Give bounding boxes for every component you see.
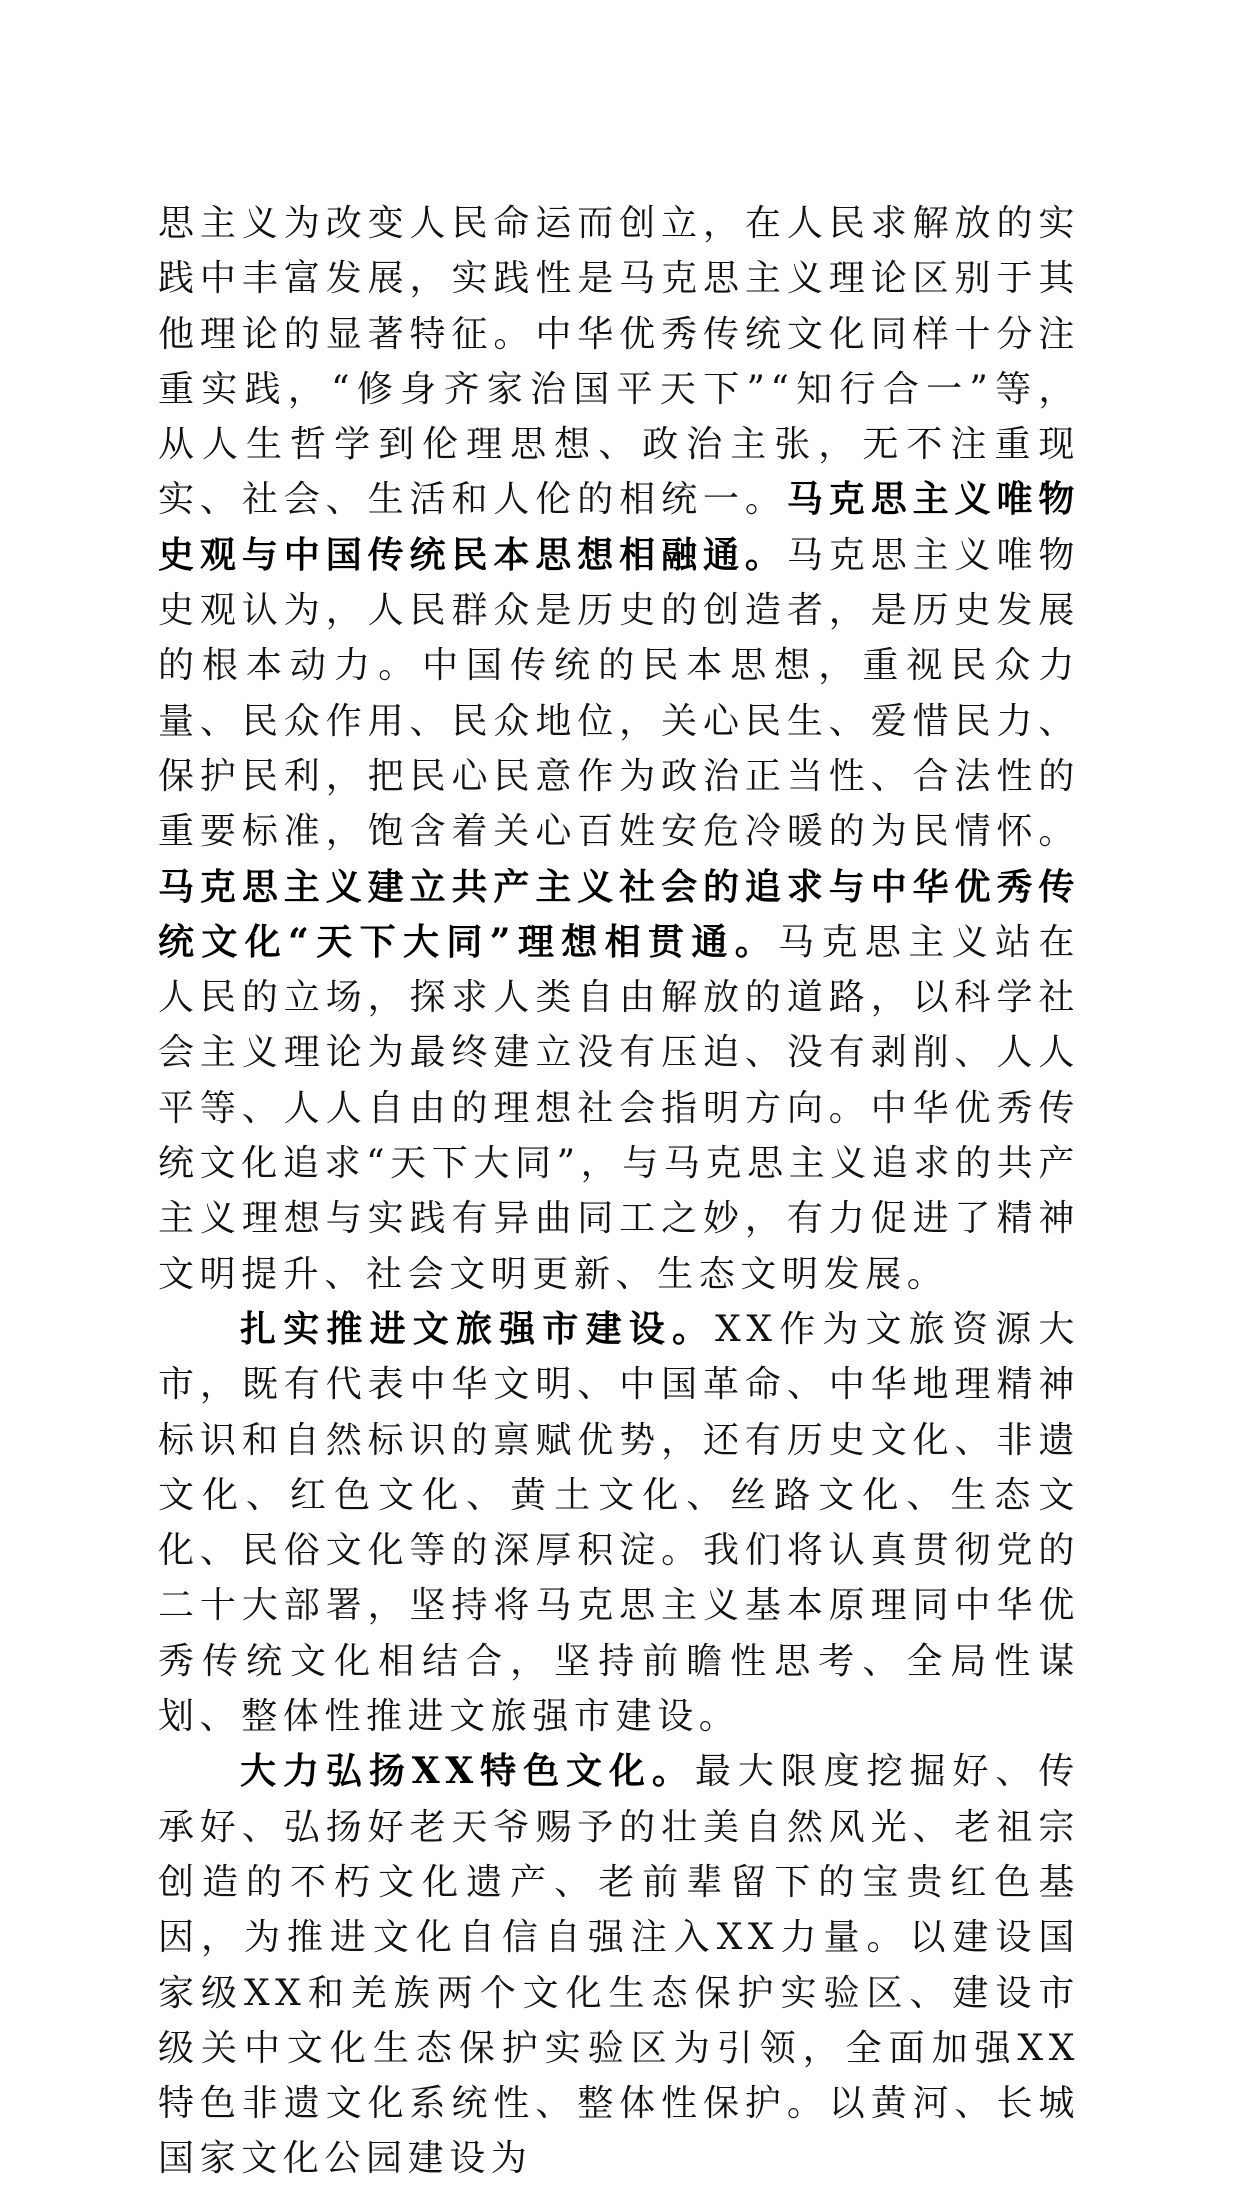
bold-heading-culture-tourism: 扎实推进文旅强市建设。 [240,1307,716,1350]
bold-heading-people-centered: 马克思主义唯物史观与中国传统民本思想相融通。 [158,478,1080,576]
paragraph-characteristic-culture [158,1744,1080,2186]
paragraph-text: 马克思主义唯物史观认为，人民群众是历史的创造者，是历史发展的根本动力。中国传统的民本思想，重视民众力量、民众作用、民众地位，关心民生、爱惜民力、保护民利，把民心民意作为政治正当性、合法性的重要标准，饱含着关心百姓安危冷暖的为民情怀。 [158,534,1080,853]
bold-heading-characteristic-culture: 大力弘扬XX特色文化。 [240,1750,695,1793]
paragraph-culture-tourism-city [158,1302,1080,1744]
paragraph-text: 马克思主义站在人民的立场，探求人类自由解放的道路，以科学社会主义理论为最终建立没有压迫、没有剥削、人人平等、人人自由的理想社会指明方向。中华优秀传统文化追求“天下大同”，与马克思主义追求的共产主义理想与实践有异曲同工之妙，有力促进了精神文明提升、社会文明更新、生态文明发展。 [158,921,1081,1295]
paragraph-text: 最大限度挖掘好、传承好、弘扬好老天爷赐予的壮美自然风光、老祖宗创造的不朽文化遗产、老前辈留下的宝贵红色基因，为推进文化自信自强注入XX力量。以建设国家级XX和羌族两个文化生态保护实验区、建设市级关中文化生态保护实验区为引领，全面加强XX特色非遗文化系统性、整体性保护。以黄河、长城国家文化公园建设为 [158,1751,1080,2180]
paragraph-marxism-and-tradition [158,196,1080,1302]
paragraph-text: 思主义为改变人民命运而创立，在人民求解放的实践中丰富发展，实践性是马克思主义理论区别于其他理论的显著特征。中华优秀传统文化同样十分注重实践，“修身齐家治国平天下”“知行合一”等，从人生哲学到伦理思想、政治主张，无不注重现实、社会、生活和人伦的相统一。 [158,203,1080,521]
document-body [158,196,1080,2187]
paragraph-text: XX作为文旅资源大市，既有代表中华文明、中国革命、中华地理精神标识和自然标识的禀赋优势，还有历史文化、非遗文化、红色文化、黄土文化、丝路文化、生态文化、民俗文化等的深厚积淀。我们将认真贯彻党的二十大部署，坚持将马克思主义基本原理同中华优秀传统文化相结合，坚持前瞻性思考、全局性谋划、整体性推进文旅强市建设。 [158,1308,1080,1738]
bold-heading-great-harmony: 马克思主义建立共产主义社会的追求与中华优秀传统文化“天下大同”理想相贯通。 [158,865,1080,963]
